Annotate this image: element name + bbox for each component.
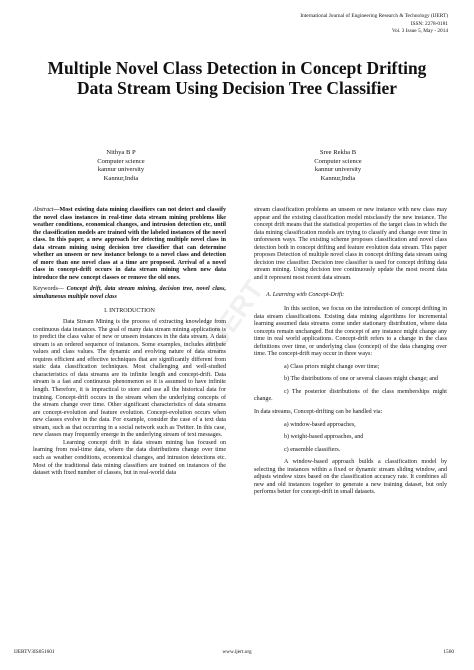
- journal-issn: ISSN: 2278-0181: [410, 20, 448, 27]
- author-block-1: [46, 149, 196, 183]
- handle-item-a: a) window-based approaches,: [284, 421, 356, 428]
- author-dept: Computer science: [97, 157, 145, 165]
- intro-paragraph-2: Learning concept drift in data stream mining has focused on learning from real-time data, where the data distributions change over time such as weather conditions, economical changes, and intrusion detections etc. Most of the traditional data mining classifiers are trained on instances of the dataset with fixed number of classes, but in real-world data: [33, 439, 226, 477]
- author-place: Kannur,India: [320, 174, 356, 182]
- watermark: IJERT: [198, 274, 270, 358]
- author-name: Nithya B P: [106, 149, 136, 156]
- keywords-label: Keywords—: [33, 286, 64, 293]
- drift-item-c: c) The posterior distributions of the class memberships might change.: [254, 388, 447, 403]
- handling-intro: In data streams, Concept-drifting can be handled via:: [254, 409, 383, 416]
- handle-item-b: b) weight-based approaches, and: [284, 434, 364, 441]
- window-approach-paragraph: A window-based approach builds a classification model by selecting the instances within a fixed or dynamic stream sliding window, and adjusts window sizes based on the classification accuracy rate. It combines all new and old instances together to generate a new training dataset, but only performs better for concept-drift in small datasets.: [254, 459, 447, 496]
- drift-item-a: a) Class priors might change over time;: [284, 363, 380, 370]
- journal-header: [208, 13, 448, 36]
- handle-item-c: c) ensemble classifiers.: [284, 446, 341, 453]
- abstract-label: Abstract: [33, 207, 54, 213]
- abstract-text: —Most existing data mining classifiers can not detect and classify the novel class instances in real-time data stream mining problems like weather conditions, economical changes, and intrusion detection etc, until the classification models are trained with the labeled instances of the novel class. In this paper, a new approach for detecting multiple novel class in data stream mining using decision tree classifier that can determine whether an unseen or new instance belongs to a novel class and detection of more than one novel class at a time are proposed. Arrival of a novel class in concept-drift occurs in data stream mining when new data introduce the new concept classes or remove the old ones.: [33, 207, 226, 281]
- journal-volume: Vol. 3 Issue 5, May - 2014: [391, 28, 448, 34]
- author-place: Kannur,India: [103, 174, 139, 182]
- keywords-text: Concept drift, data stream mining, decision tree, novel class, simultaneous multiple novel class: [33, 286, 226, 301]
- author-dept: Computer science: [314, 157, 362, 165]
- author-name: Sree Rekha B: [319, 149, 357, 156]
- footer-paper-id: IJERTV3IS051601: [14, 649, 55, 655]
- page-number: 1560: [443, 649, 454, 655]
- journal-name: International Journal of Engineering Research & Technology (IJERT): [300, 13, 448, 19]
- drift-item-b: b) The distributions of one or several classes might change; and: [284, 376, 439, 383]
- author-univ: kannur university: [314, 166, 362, 173]
- right-paragraph-1: stream classification problems an unseen or new instance with new class may appear and the existing classification model misclassify the new instance. The concept drift means that the statistical properties of the target class in which the data mining classification models are trying to classify and change over time in unforeseen ways. The existing scheme proposes classification and novel class detection both in concept drifting and feature evolution data stream. This paper proposes Detection of multiple novel class in concept drifting data stream using decision tree classifier. Decision tree classifier is used for concept drifting data stream mining. Using decision tree continuously update the most recent data and it represent most recent data stream.: [254, 207, 447, 281]
- author-univ: kannur university: [97, 166, 145, 173]
- author-block-2: [263, 149, 413, 183]
- abstract: [33, 207, 226, 282]
- left-column: [33, 207, 226, 478]
- right-column: [254, 207, 447, 497]
- subsection-heading: A. Learning with Concept-Drift:: [266, 292, 345, 299]
- keywords: [33, 286, 226, 301]
- section-heading: I. INTRODUCTION: [104, 307, 155, 314]
- concept-drift-paragraph: In this section, we focus on the introduction of concept drifting in data stream classifications. Existing data mining algorithms for incremental learning assumed data streams come under stationary distribution, where data concepts remain unchanged. But the concept of any instance might change any time in real world applications. Concept-drift refers to a change in the class definitions over time, or underlying class (concept) of the data changing over time. The concept-drift may occur in three ways:: [254, 306, 447, 358]
- footer-url[interactable]: www.ijert.org: [222, 649, 252, 655]
- intro-paragraph-1: Data Stream Mining is the process of extracting knowledge from continuous data instances. The goal of many data stream mining applications is to predict the class value of new or unseen instances in the data stream. A data stream is an ordered sequence of instances. Some examples, includes attribute values and class values. The dynamic and evolving nature of data streams requires efficient and effective techniques that are significantly different from static data classification techniques. Most challenging and well-studied characteristics of data streams are its infinite length and concept-drift. Data stream is a fast and continuous phenomenon so it is assumed to have infinite length. Therefore, it is impractical to store and use all the historical data for training. Concept-drift occurs in the stream when the underlying concepts of the stream change over time. Other significant characteristics of data streams are concept-evolution and feature evolution. Concept-evolution occurs when new classes evolve in the data. For example, consider the case of a text data stream, such as that occurring in a social network such as Twitter. In this case, new classes may frequently emerge in the underlying stream of text messages.: [33, 319, 226, 439]
- paper-title: Multiple Novel Class Detection in Concept Drifting Data Stream Using Decision Tree Classifier: [47, 58, 427, 98]
